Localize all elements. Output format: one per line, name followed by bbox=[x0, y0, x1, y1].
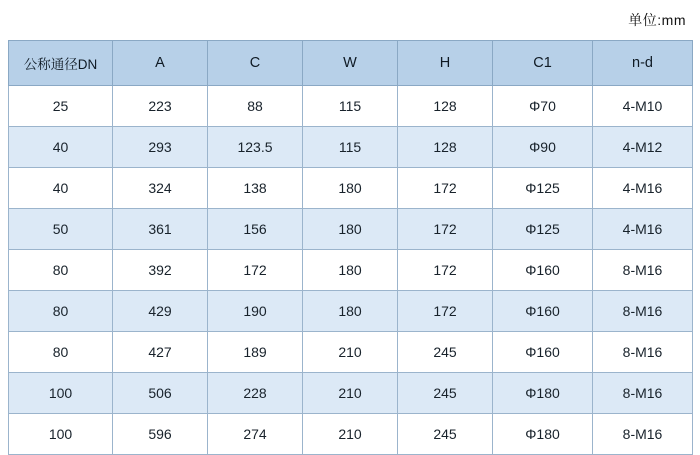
cell-h: 172 bbox=[398, 291, 493, 332]
cell-c1: Φ160 bbox=[493, 250, 593, 291]
cell-nd: 4-M12 bbox=[593, 127, 693, 168]
cell-c: 274 bbox=[208, 414, 303, 455]
table-row bbox=[9, 291, 693, 332]
cell-w: 180 bbox=[303, 291, 398, 332]
cell-h: 245 bbox=[398, 332, 493, 373]
cell-nd: 8-M16 bbox=[593, 373, 693, 414]
cell-c: 138 bbox=[208, 168, 303, 209]
cell-c: 172 bbox=[208, 250, 303, 291]
spec-table-container bbox=[8, 40, 692, 455]
column-header-c1: C1 bbox=[493, 41, 593, 86]
table-row bbox=[9, 373, 693, 414]
cell-c1: Φ125 bbox=[493, 209, 593, 250]
cell-dn: 100 bbox=[9, 414, 113, 455]
specification-table bbox=[8, 40, 693, 455]
cell-a: 392 bbox=[113, 250, 208, 291]
table-header bbox=[9, 41, 693, 86]
cell-nd: 8-M16 bbox=[593, 291, 693, 332]
cell-dn: 80 bbox=[9, 291, 113, 332]
table-row bbox=[9, 414, 693, 455]
cell-c: 156 bbox=[208, 209, 303, 250]
cell-a: 324 bbox=[113, 168, 208, 209]
column-header-h: H bbox=[398, 41, 493, 86]
cell-dn: 40 bbox=[9, 127, 113, 168]
table-row bbox=[9, 332, 693, 373]
cell-h: 128 bbox=[398, 127, 493, 168]
cell-h: 245 bbox=[398, 414, 493, 455]
cell-h: 172 bbox=[398, 209, 493, 250]
cell-c: 123.5 bbox=[208, 127, 303, 168]
cell-w: 210 bbox=[303, 414, 398, 455]
cell-c1: Φ160 bbox=[493, 291, 593, 332]
cell-c: 228 bbox=[208, 373, 303, 414]
cell-nd: 4-M10 bbox=[593, 86, 693, 127]
cell-a: 293 bbox=[113, 127, 208, 168]
column-header-a: A bbox=[113, 41, 208, 86]
cell-dn: 80 bbox=[9, 250, 113, 291]
cell-nd: 8-M16 bbox=[593, 250, 693, 291]
cell-a: 223 bbox=[113, 86, 208, 127]
cell-h: 172 bbox=[398, 168, 493, 209]
column-header-dn: 公称通径DN bbox=[9, 41, 113, 86]
cell-a: 361 bbox=[113, 209, 208, 250]
cell-dn: 25 bbox=[9, 86, 113, 127]
header-row bbox=[9, 41, 693, 86]
cell-a: 429 bbox=[113, 291, 208, 332]
table-row bbox=[9, 127, 693, 168]
cell-nd: 4-M16 bbox=[593, 168, 693, 209]
table-row bbox=[9, 86, 693, 127]
cell-dn: 50 bbox=[9, 209, 113, 250]
cell-c: 190 bbox=[208, 291, 303, 332]
cell-a: 596 bbox=[113, 414, 208, 455]
cell-dn: 100 bbox=[9, 373, 113, 414]
table-body bbox=[9, 86, 693, 455]
cell-w: 115 bbox=[303, 86, 398, 127]
table-row bbox=[9, 168, 693, 209]
cell-a: 506 bbox=[113, 373, 208, 414]
table-row bbox=[9, 209, 693, 250]
unit-note: 单位:mm bbox=[628, 12, 686, 28]
column-header-nd: n-d bbox=[593, 41, 693, 86]
cell-w: 180 bbox=[303, 209, 398, 250]
column-header-w: W bbox=[303, 41, 398, 86]
cell-c1: Φ70 bbox=[493, 86, 593, 127]
cell-dn: 80 bbox=[9, 332, 113, 373]
cell-nd: 8-M16 bbox=[593, 414, 693, 455]
cell-h: 128 bbox=[398, 86, 493, 127]
column-header-c: C bbox=[208, 41, 303, 86]
cell-w: 210 bbox=[303, 373, 398, 414]
cell-a: 427 bbox=[113, 332, 208, 373]
cell-c: 189 bbox=[208, 332, 303, 373]
cell-w: 180 bbox=[303, 168, 398, 209]
cell-c1: Φ125 bbox=[493, 168, 593, 209]
cell-w: 210 bbox=[303, 332, 398, 373]
cell-c: 88 bbox=[208, 86, 303, 127]
cell-w: 180 bbox=[303, 250, 398, 291]
cell-nd: 8-M16 bbox=[593, 332, 693, 373]
cell-c1: Φ180 bbox=[493, 414, 593, 455]
cell-h: 172 bbox=[398, 250, 493, 291]
cell-c1: Φ180 bbox=[493, 373, 593, 414]
cell-h: 245 bbox=[398, 373, 493, 414]
cell-nd: 4-M16 bbox=[593, 209, 693, 250]
table-row bbox=[9, 250, 693, 291]
cell-c1: Φ90 bbox=[493, 127, 593, 168]
cell-dn: 40 bbox=[9, 168, 113, 209]
cell-c1: Φ160 bbox=[493, 332, 593, 373]
cell-w: 115 bbox=[303, 127, 398, 168]
